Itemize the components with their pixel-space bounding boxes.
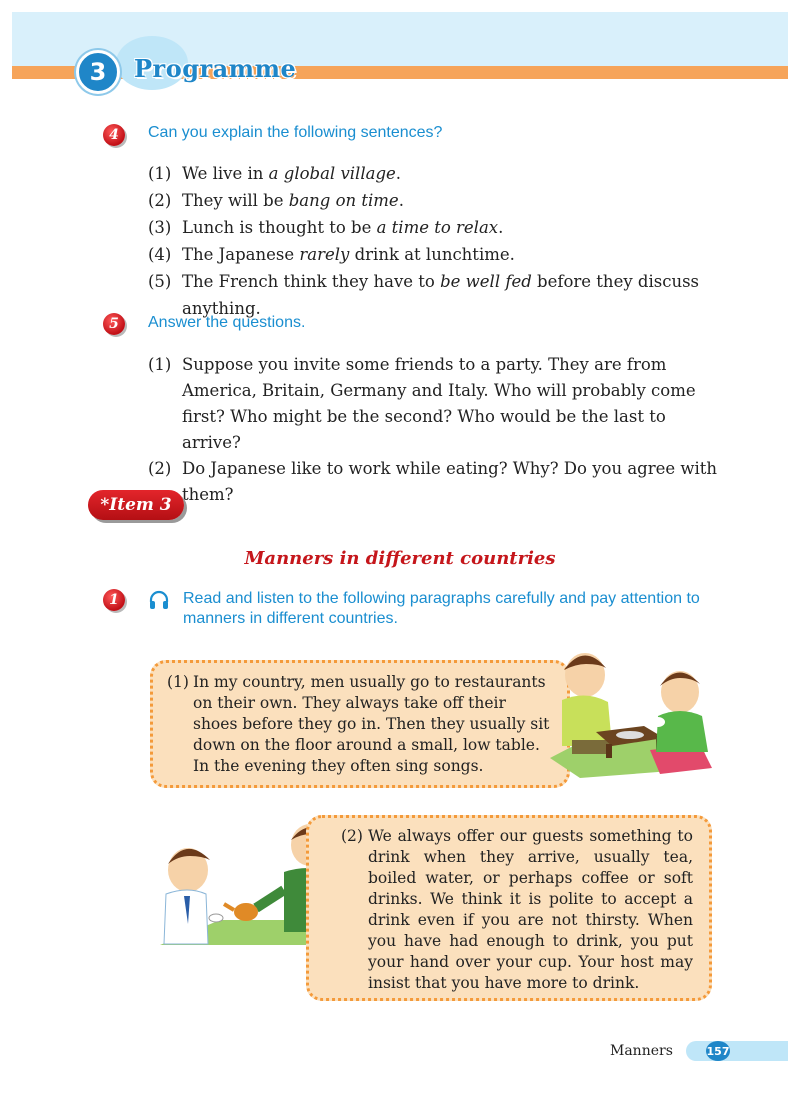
exercise-5-list (148, 352, 718, 508)
paragraph-number: (2) (341, 827, 363, 845)
list-item: (5) The French think they have to be well fed before they discuss anything. (148, 272, 700, 318)
paragraph-box-2 (306, 815, 712, 1001)
exercise-1-instruction: Read and listen to the following paragraphs carefully and pay attention to manners in different countries. (183, 590, 700, 627)
paragraph-text: We always offer our guests something to drink when they arrive, usually tea, boiled water, or perhaps coffee or soft drinks. We think it is polite to accept a drink even if you are not thirsty. When you have had enough to drink, you put your hand over your cup. Your host may insist that you have more to drink. (368, 827, 693, 992)
list-item: (4) The Japanese rarely drink at lunchtime. (148, 245, 515, 264)
footer-unit-label: Manners (610, 1043, 673, 1059)
paragraph-text: In my country, men usually go to restaurants on their own. They always take off their shoes before they go in. Then they usually sit down on the floor around a small, low table. In the evening they often sing songs. (193, 673, 550, 775)
list-item: (2) They will be bang on time. (148, 191, 404, 210)
list-item: (2) Do Japanese like to work while eating? Why? Do you agree with them? (148, 459, 718, 504)
item-title: Manners in different countries (244, 548, 556, 569)
paragraph-box-1 (150, 660, 570, 788)
item-label: *Item 3 (88, 490, 184, 520)
list-item: (1) We live in a global village. (148, 164, 402, 183)
list-item: (3) Lunch is thought to be a time to relax. (148, 218, 504, 237)
illustration-low-table (540, 640, 720, 780)
exercise-5-instruction: Answer the questions. (148, 314, 306, 331)
footer-band (686, 1041, 788, 1061)
unit-title: Programme (134, 54, 297, 83)
exercise-4-list (148, 160, 748, 318)
paragraph-number: (1) (167, 673, 189, 691)
list-item: (1) Suppose you invite some friends to a party. They are from America, Britain, Germany and Italy. Who will probably come first? Who might be the second? Who would be the last to arrive? (148, 355, 696, 452)
headphones-icon (148, 589, 170, 611)
unit-number-badge: 3 (76, 50, 120, 94)
exercise-marker-1: 1 (103, 589, 125, 611)
exercise-marker-5: 5 (103, 313, 125, 335)
page-number: 157 (706, 1041, 730, 1061)
exercise-marker-4: 4 (103, 124, 125, 146)
exercise-4-instruction: Can you explain the following sentences? (148, 124, 443, 141)
